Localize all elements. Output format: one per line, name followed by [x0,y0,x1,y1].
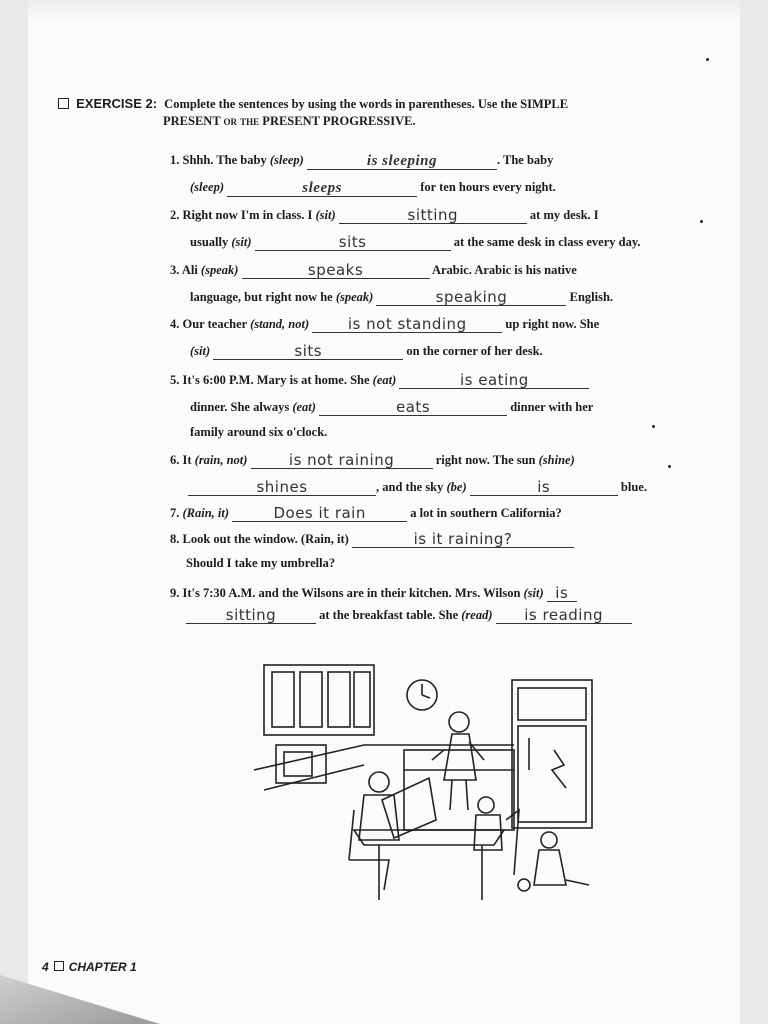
answer-2a[interactable]: sitting [339,208,527,224]
answer-8[interactable]: is it raining? [352,532,574,548]
answer-4a[interactable]: is not standing [312,317,502,333]
answer-5b[interactable]: eats [319,400,507,416]
item-3-line-1: 3. Ali (speak) speaks Arabic. Arabic is his native [170,261,577,279]
scan-edge [28,0,740,22]
item-1-line-1: 1. Shhh. The baby (sleep) is sleeping . The baby [170,153,554,169]
square-icon [54,961,64,971]
item-9-line-2: sitting at the breakfast table. She (read) is reading [186,608,632,624]
answer-5a[interactable]: is eating [399,373,589,389]
page-number: 4 [42,960,49,974]
answer-1a[interactable]: is sleeping [307,154,497,170]
answer-3a[interactable]: speaks [242,263,430,279]
speck [700,220,703,223]
item-5-line-3: family around six o'clock. [190,425,328,439]
workbook-page [28,0,740,1024]
item-3-line-2: language, but right now he (speak) speaking English. [190,288,614,306]
refrigerator-icon [512,680,592,828]
item-7-line-1: 7. (Rain, it) Does it rain a lot in southern California? [170,504,562,522]
exercise-header [58,95,728,130]
speck [668,465,671,468]
item-2-line-1: 2. Right now I'm in class. I (sit) sitting at my desk. I [170,206,599,224]
item-2-line-2: usually (sit) sits at the same desk in class every day. [190,233,641,251]
answer-9a-cont[interactable]: sitting [186,608,316,624]
speck [706,58,709,61]
answer-9a[interactable]: is [547,586,577,602]
speck [652,425,655,428]
item-8-line-2: Should I take my umbrella? [186,556,336,570]
item-8-line-1: 8. Look out the window. (Rain, it) is it raining? [170,532,574,548]
item-6-line-1: 6. It (rain, not) is not raining right now. The sun (shine) [170,451,575,469]
checkbox-icon [58,98,69,109]
page-footer [42,960,137,974]
answer-4b[interactable]: sits [213,344,403,360]
answer-6a[interactable]: is not raining [251,453,433,469]
item-6-line-2: shines , and the sky (be) is blue. [188,480,647,496]
exercise-label: EXERCISE 2: [76,96,158,111]
item-5-line-2: dinner. She always (eat) eats dinner with her [190,398,594,416]
item-4-line-2: (sit) sits on the corner of her desk. [190,342,543,360]
item-4-line-1: 4. Our teacher (stand, not) is not standing up right now. She [170,315,600,333]
answer-6c[interactable]: is [470,480,618,496]
kitchen-illustration [254,660,594,915]
answer-9b[interactable]: is reading [496,608,632,624]
answer-2b[interactable]: sits [255,235,451,251]
item-9-line-1: 9. It's 7:30 A.M. and the Wilsons are in their kitchen. Mrs. Wilson (sit) is [170,586,577,602]
item-1-line-2: (sleep) sleeps for ten hours every night. [190,180,556,196]
instruction-line-1: Complete the sentences by using the words in parentheses. Use the SIMPLE [164,97,569,111]
answer-1b[interactable]: sleeps [227,181,417,197]
answer-7[interactable]: Does it rain [232,506,407,522]
answer-6b[interactable]: shines [188,480,376,496]
item-5-line-1: 5. It's 6:00 P.M. Mary is at home. She (eat) is eating [170,373,589,389]
answer-3b[interactable]: speaking [376,290,566,306]
instruction-line-2: PRESENT or the PRESENT PROGRESSIVE. [163,114,416,128]
chapter-label: CHAPTER 1 [68,960,137,974]
